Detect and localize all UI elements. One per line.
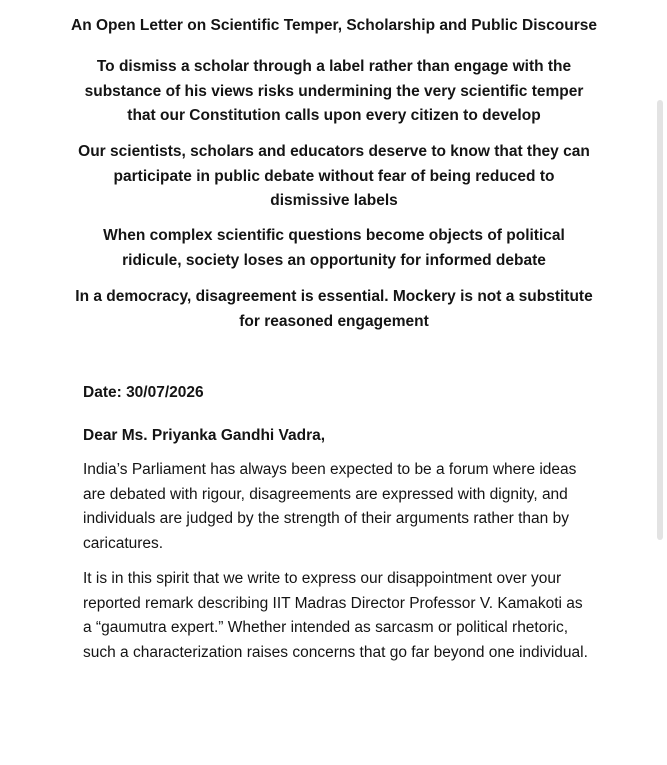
letter-title: An Open Letter on Scientific Temper, Scholarship and Public Discourse (71, 17, 597, 34)
highlight-quote-3 (30, 224, 638, 273)
paragraph-line: individuals are judged by the strength of their arguments rather than by (83, 510, 569, 527)
quote-line: substance of his views risks undermining the very scientific temper (84, 82, 584, 100)
quote-line: To dismiss a scholar through a label rather than engage with the (96, 58, 572, 75)
paragraph-line: reported remark describing IIT Madras Director Professor V. Kamakoti as (83, 594, 583, 612)
scrollbar[interactable] (657, 100, 663, 540)
quote-line: ridicule, society loses an opportunity for informed debate (122, 251, 546, 269)
paragraph-line: India’s Parliament has always been expected to be a forum where ideas (83, 461, 577, 478)
paragraph-line: It is in this spirit that we write to express our disappointment over your (83, 570, 562, 587)
quote-line: When complex scientific questions become objects of political (103, 227, 565, 244)
paragraph-line: such a characterization raises concerns that go far beyond one individual. (83, 643, 588, 661)
highlight-quote-2 (30, 140, 638, 214)
highlight-quote-1 (30, 55, 638, 129)
paragraph-line: caricatures. (83, 534, 164, 552)
highlight-quote-4 (30, 285, 638, 334)
letter-date: Date: 30/07/2026 (83, 384, 204, 401)
body-paragraph-1 (83, 458, 603, 556)
quote-line: participate in public debate without fear of being reduced to (113, 167, 555, 185)
quote-line: that our Constitution calls upon every citizen to develop (127, 107, 541, 124)
paragraph-line: a “gaumutra expert.” Whether intended as sarcasm or political rhetoric, (83, 619, 569, 636)
quote-line: for reasoned engagement (239, 312, 429, 330)
quote-line: dismissive labels (270, 192, 398, 209)
quote-line: Our scientists, scholars and educators deserve to know that they can (78, 143, 590, 160)
quote-line: In a democracy, disagreement is essential. Mockery is not a substitute (75, 288, 593, 305)
paragraph-line: are debated with rigour, disagreements are expressed with dignity, and (83, 485, 568, 503)
body-paragraph-2 (83, 567, 603, 665)
salutation: Dear Ms. Priyanka Gandhi Vadra, (83, 427, 326, 444)
